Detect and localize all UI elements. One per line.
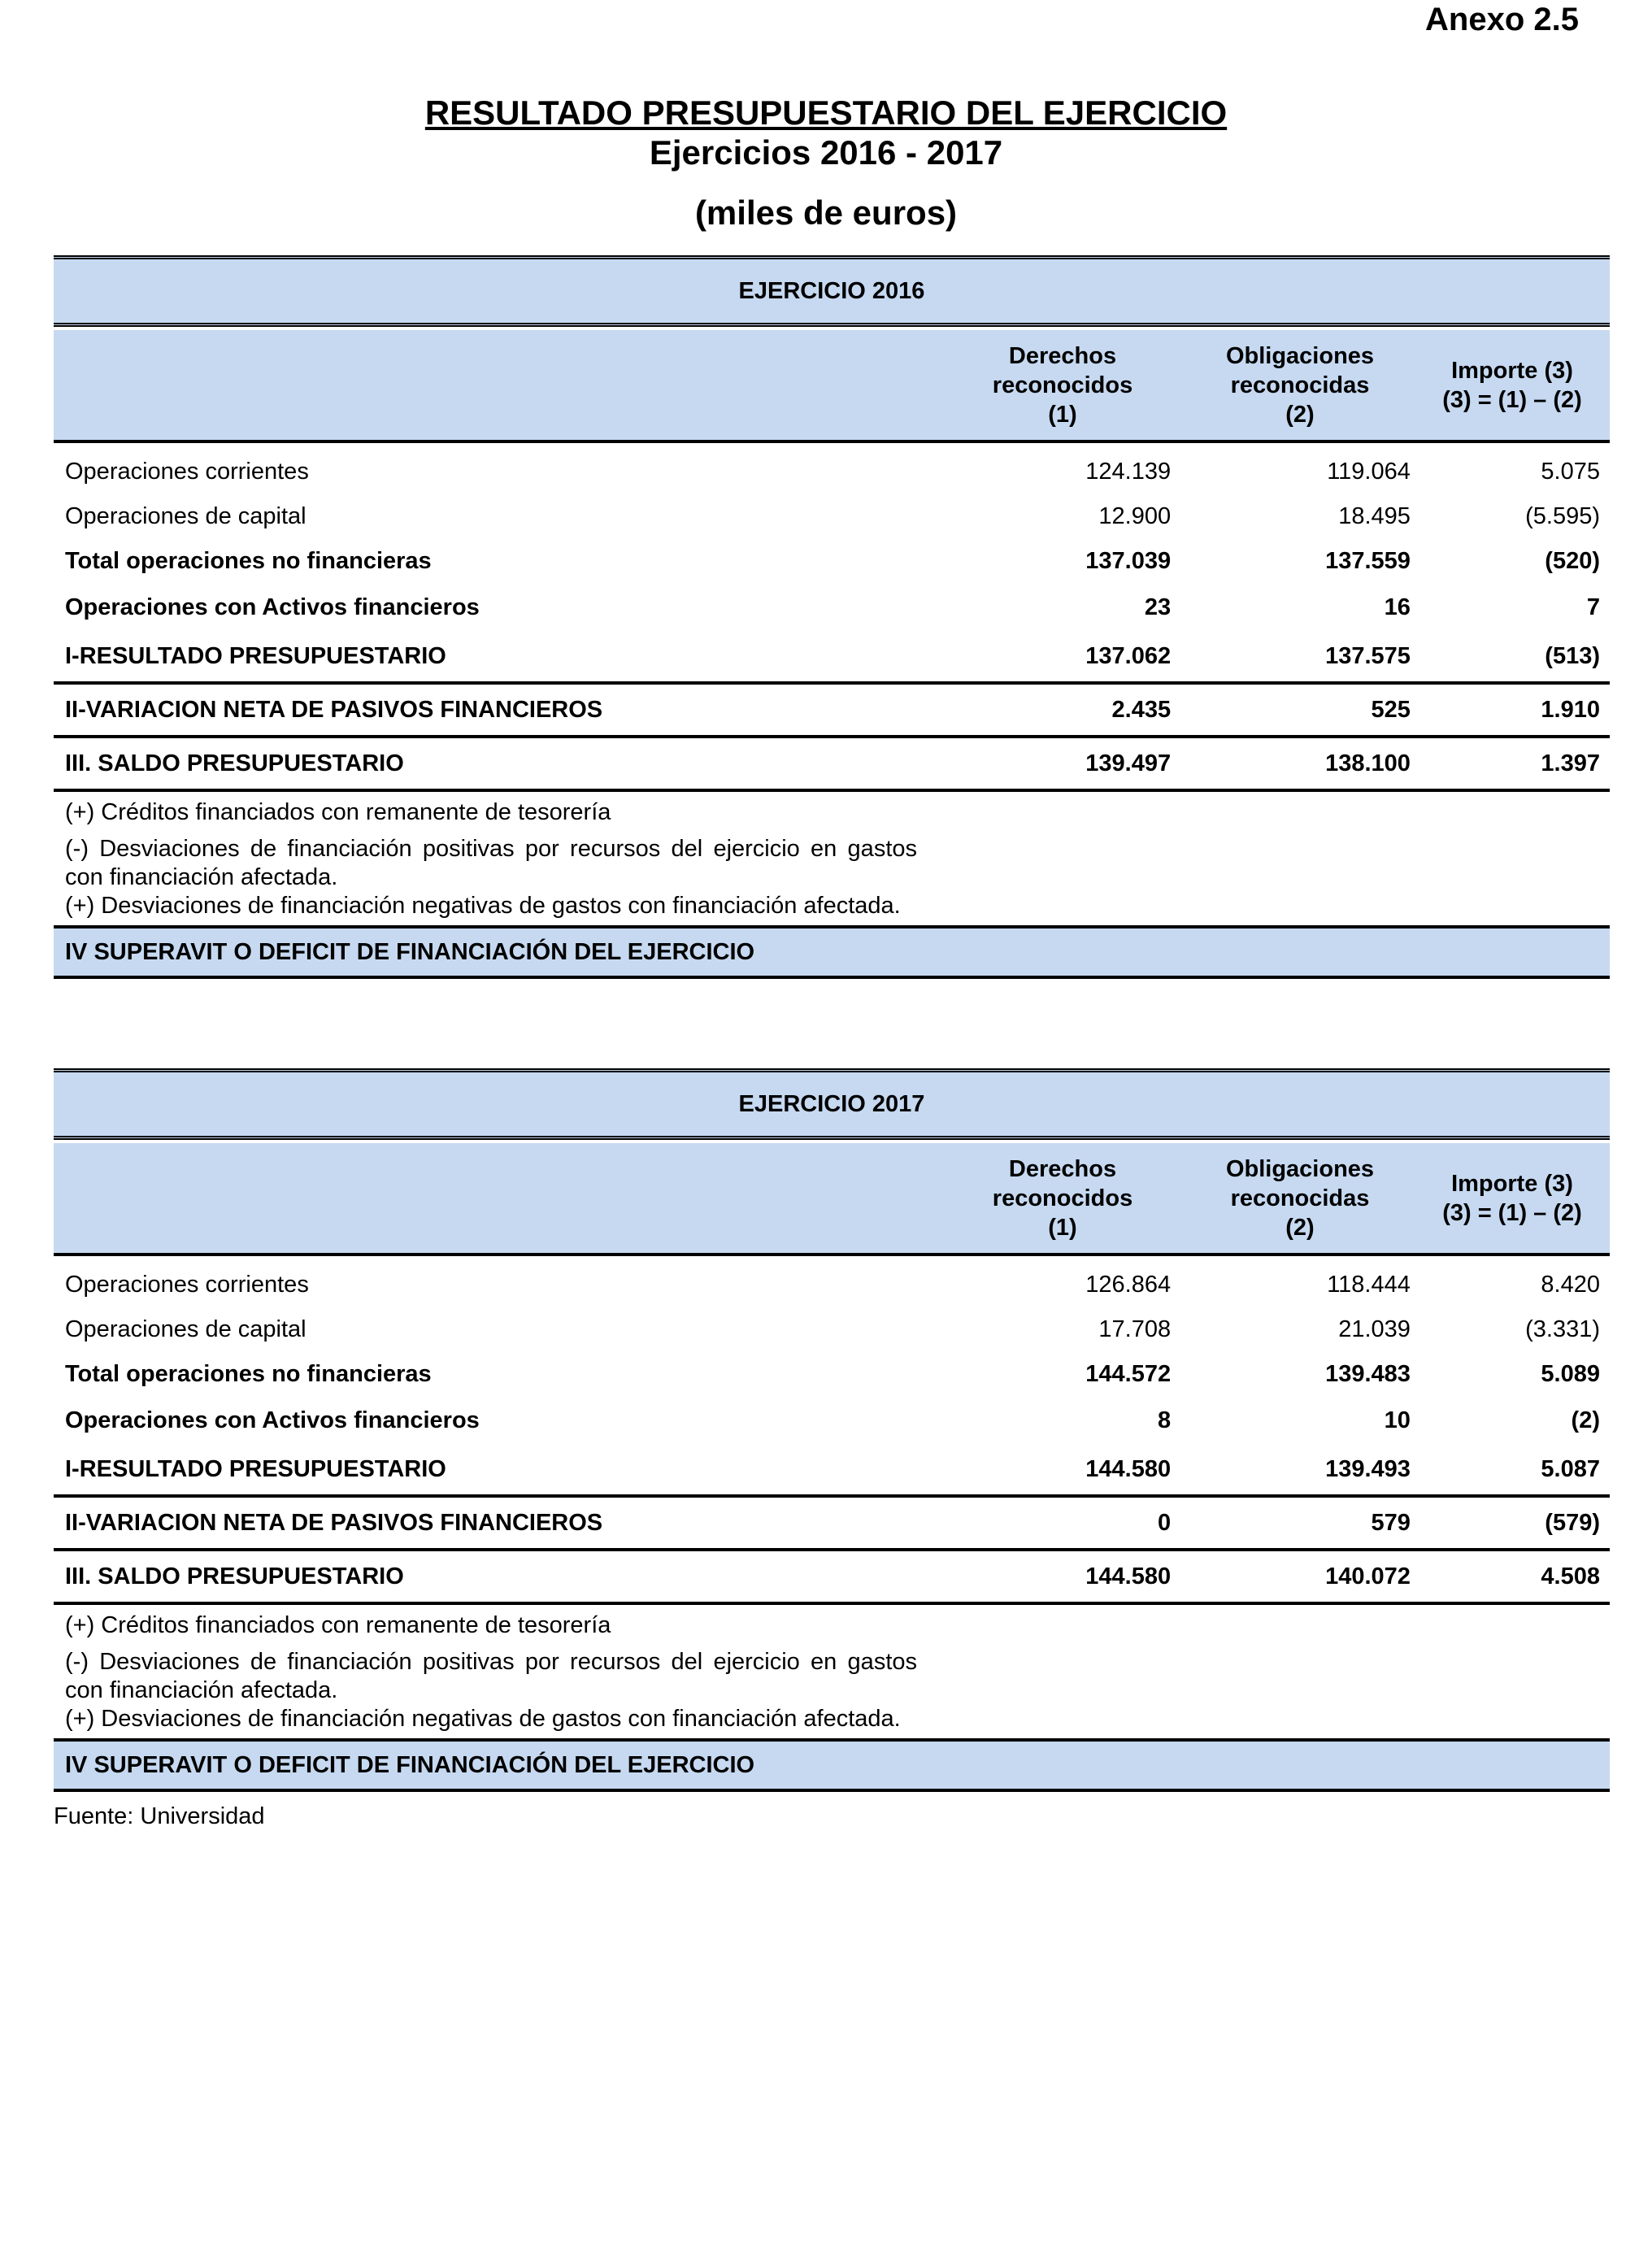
source-note: Fuente: Universidad	[54, 1803, 265, 1829]
table-2017	[54, 1068, 1610, 1792]
header-blank	[54, 1143, 940, 1253]
table-2016	[54, 255, 1610, 979]
table-row: III. SALDO PRESUPUESTARIO 139.497 138.100 1.397	[54, 738, 1610, 792]
surplus-row: IV SUPERAVIT O DEFICIT DE FINANCIACIÓN DEL EJERCICIO	[54, 925, 1610, 979]
note-item: (+) Desviaciones de financiación negativas de gastos con financiación afectada.	[65, 893, 901, 919]
notes	[54, 1605, 917, 1733]
note-item: (-) Desviaciones de financiación positivas por recursos del ejercicio en gastos con financiación afectada.	[65, 836, 917, 890]
table-row: I-RESULTADO PRESUPUESTARIO 144.580 139.493 5.087	[54, 1444, 1610, 1498]
year-header: EJERCICIO 2017	[54, 1068, 1610, 1140]
surplus-row: IV SUPERAVIT O DEFICIT DE FINANCIACIÓN DEL EJERCICIO	[54, 1738, 1610, 1792]
table-row: II-VARIACION NETA DE PASIVOS FINANCIEROS 0 579 (579)	[54, 1498, 1610, 1551]
table-row: Total operaciones no financieras 144.572 139.483 5.089	[65, 1361, 1600, 1387]
header-importe: Importe (3) (3) = (1) – (2)	[1442, 357, 1582, 413]
table-row: Operaciones corrientes 124.139 119.064 5.075	[65, 459, 1600, 485]
table-row: Operaciones de capital 17.708 21.039 (3.331)	[65, 1316, 1600, 1342]
header-importe: Importe (3) (3) = (1) – (2)	[1442, 1170, 1582, 1226]
note-item: (+) Créditos financiados con remanente de tesorería	[65, 799, 611, 825]
header-derechos: Derechos reconocidos (1)	[992, 1155, 1133, 1241]
note-item: (+) Desviaciones de financiación negativas de gastos con financiación afectada.	[65, 1706, 901, 1732]
page-subtitle: Ejercicios 2016 - 2017	[649, 133, 1003, 172]
annex-label: Anexo 2.5	[1425, 2, 1579, 37]
note-item: (+) Créditos financiados con remanente de tesorería	[65, 1612, 611, 1638]
header-blank	[54, 330, 940, 440]
year-header: EJERCICIO 2016	[54, 255, 1610, 327]
header-obligaciones: Obligaciones reconocidas (2)	[1225, 1155, 1375, 1241]
table-row: Operaciones con Activos financieros 8 10 (2)	[65, 1407, 1600, 1433]
header-obligaciones: Obligaciones reconocidas (2)	[1225, 342, 1375, 428]
table-row: Operaciones corrientes 126.864 118.444 8.420	[65, 1272, 1600, 1298]
table-row: II-VARIACION NETA DE PASIVOS FINANCIEROS 2.435 525 1.910	[54, 685, 1610, 738]
column-headers	[54, 1143, 1610, 1256]
table-row: I-RESULTADO PRESUPUESTARIO 137.062 137.575 (513)	[54, 631, 1610, 685]
column-headers	[54, 330, 1610, 443]
table-row: Operaciones con Activos financieros 23 16 7	[65, 594, 1600, 620]
notes	[54, 792, 917, 920]
table-row: III. SALDO PRESUPUESTARIO 144.580 140.072 4.508	[54, 1551, 1610, 1605]
header-derechos: Derechos reconocidos (1)	[992, 342, 1133, 428]
page-title: RESULTADO PRESUPUESTARIO DEL EJERCICIO	[424, 93, 1228, 132]
table-row: Operaciones de capital 12.900 18.495 (5.595)	[65, 503, 1600, 529]
table-row: Total operaciones no financieras 137.039 137.559 (520)	[65, 548, 1600, 574]
units-label: (miles de euros)	[694, 194, 958, 232]
note-item: (-) Desviaciones de financiación positivas por recursos del ejercicio en gastos con financiación afectada.	[65, 1649, 917, 1703]
